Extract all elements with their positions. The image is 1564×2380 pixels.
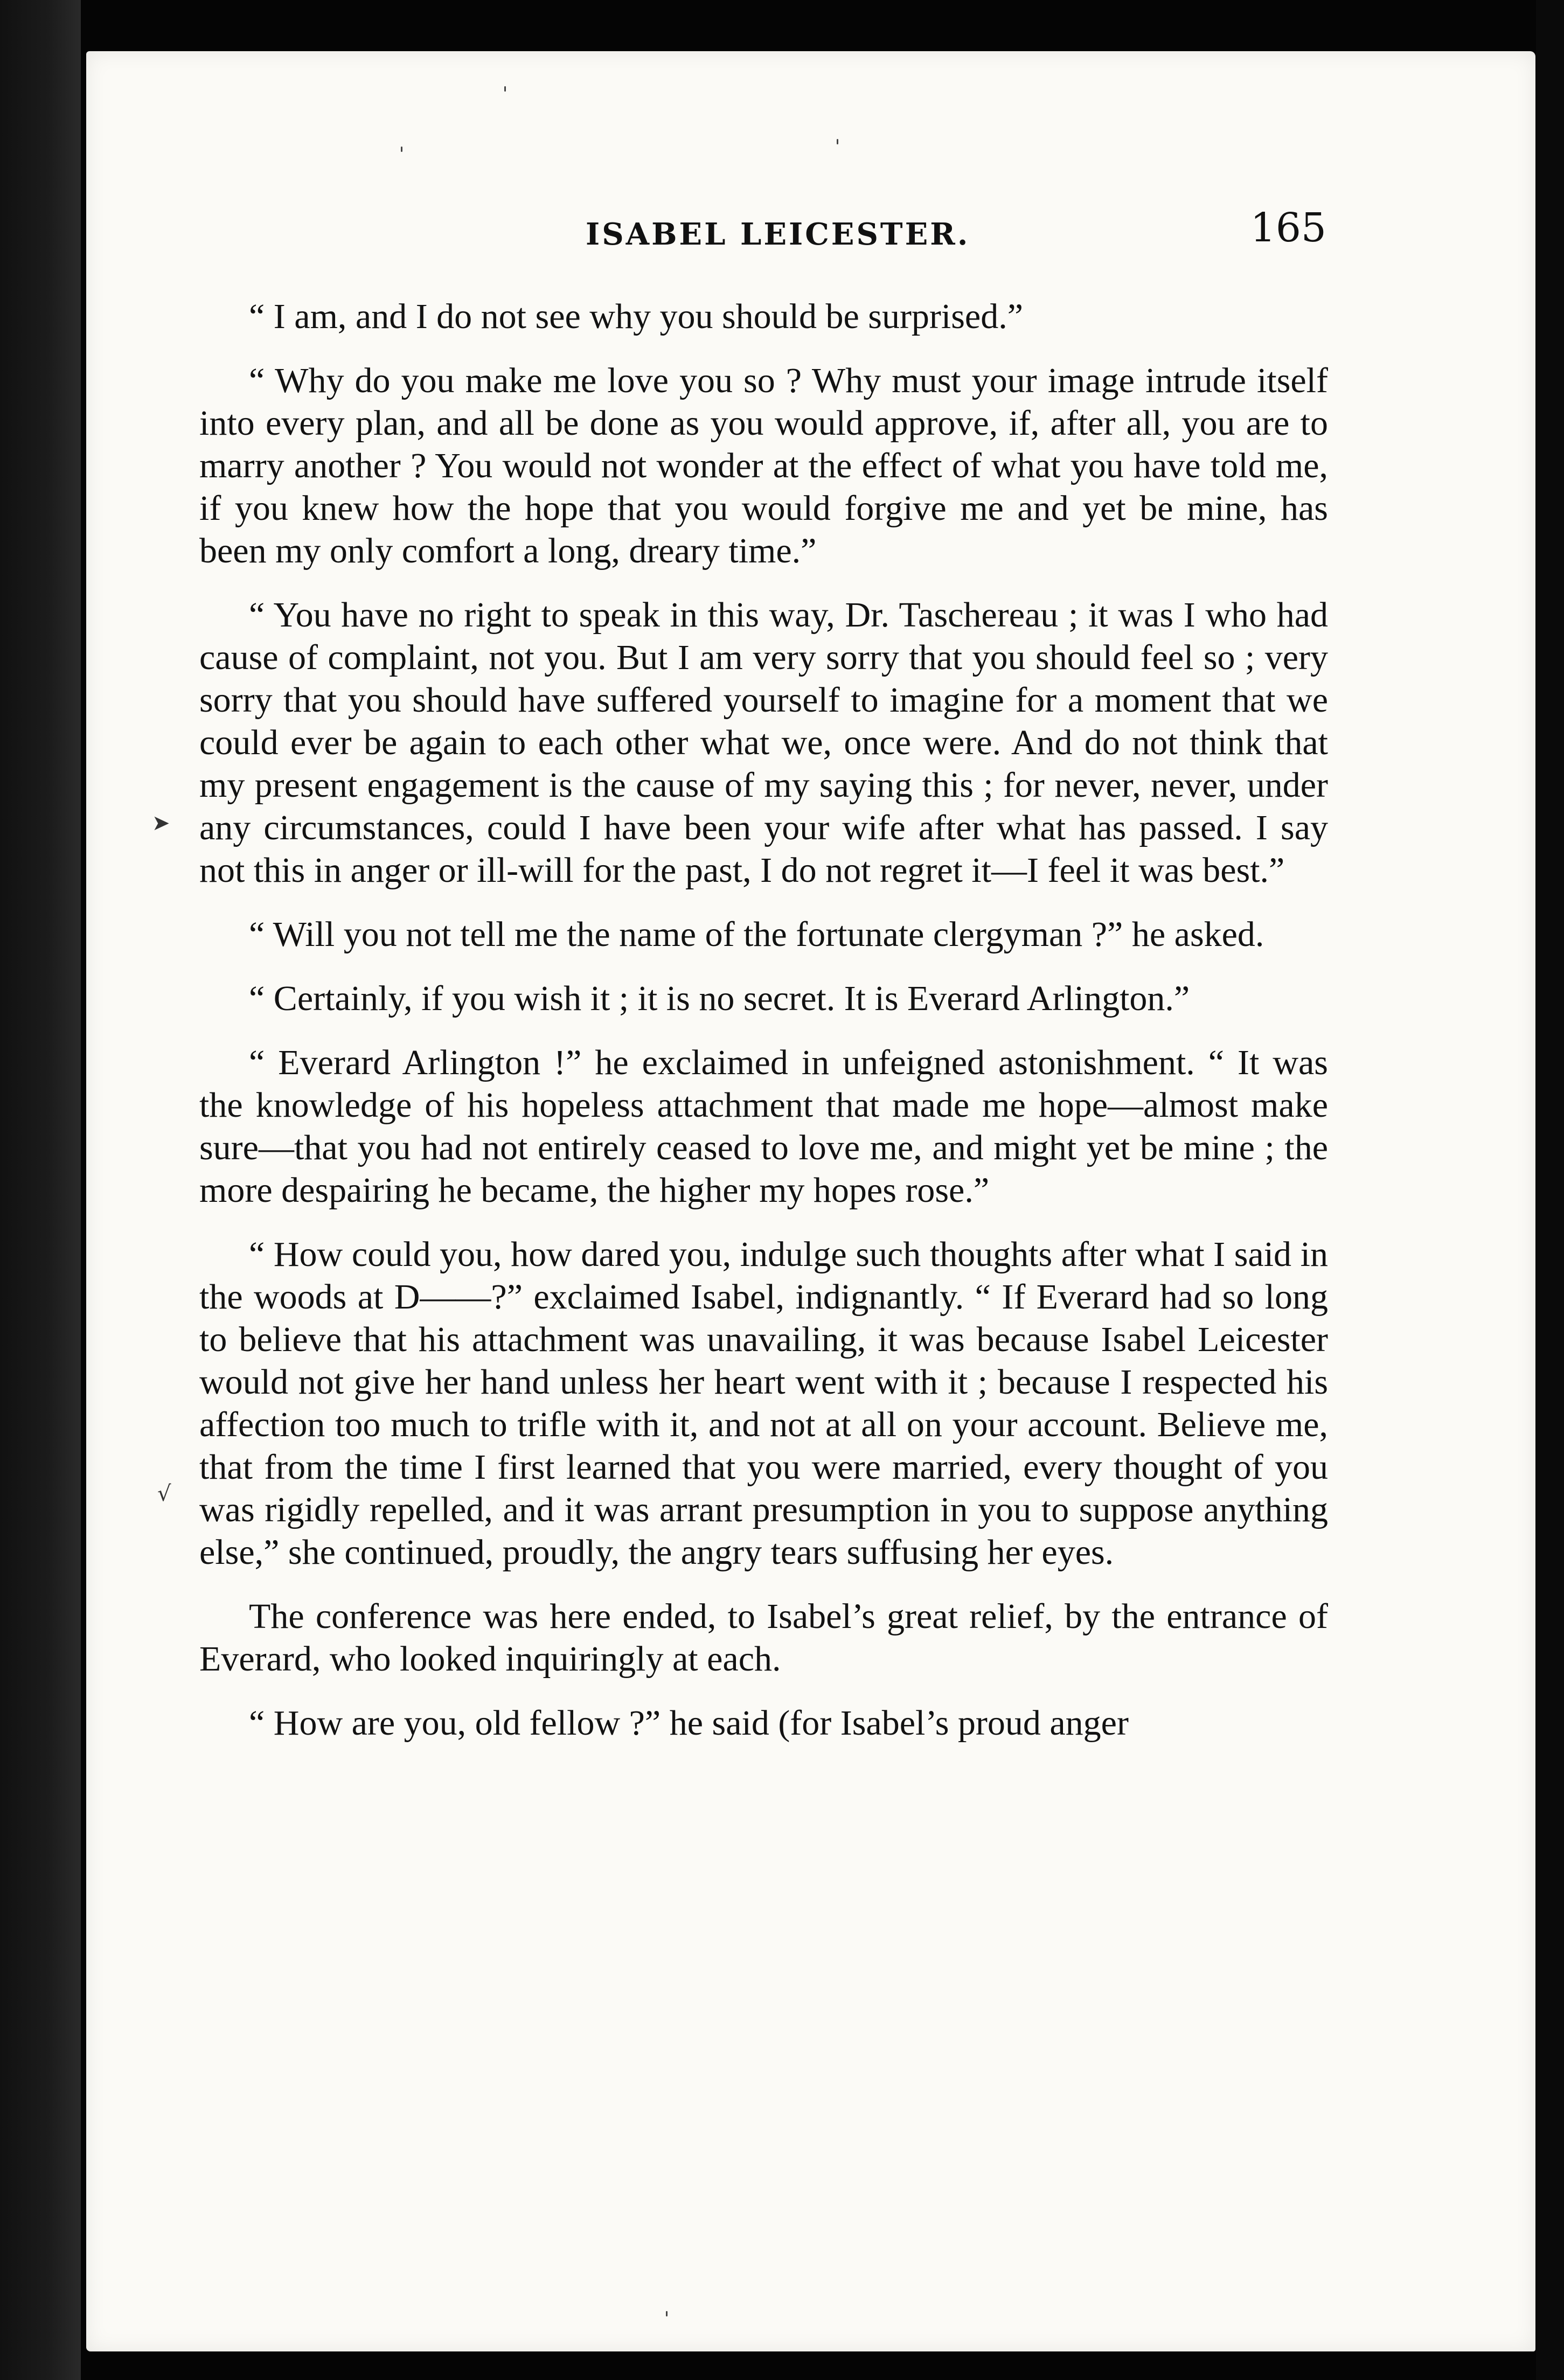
page-edge-shadow: [1536, 0, 1564, 2380]
paragraph: “ I am, and I do not see why you should be surprised.”: [249, 297, 1024, 336]
body-text: [199, 295, 1328, 1766]
paper-speckle: [837, 139, 838, 144]
margin-mark-tick: √: [157, 1481, 171, 1506]
paragraph: “ How could you, how dared you, indulge such thoughts after what I said in the woods at D——?” exclaimed Isabel, indignantly. “ If Everard had so long to believe that his attachment was unavailing, it was because Isabel Leicester would not give her hand unless her heart went with it ; because I respected his affection too much to trifle with it, and not at all on your account. Believe me, that from the time I first learned that you were married, every thought of you was rigidly repelled, and it was arrant presumption in you to suppose anything else,” she continued, proudly, the angry tears suffusing her eyes.: [199, 1235, 1328, 1572]
margin-mark-arrow: ➤: [152, 811, 170, 836]
paragraph: “ How are you, old fellow ?” he said (for Isabel’s proud anger: [249, 1703, 1129, 1743]
paragraph: “ Everard Arlington !” he exclaimed in unfeigned astonishment. “ It was the knowledge of his hopeless attachment that made me hope—almost make sure—that you had not entirely ceased to love me, and might yet be mine ; the more despairing he became, the higher my hopes rose.”: [199, 1043, 1328, 1210]
paragraph: “ Will you not tell me the name of the fortunate clergyman ?” he asked.: [249, 915, 1264, 954]
paper-speckle: [504, 86, 506, 92]
paragraph: “ You have no right to speak in this way, Dr. Taschereau ; it was I who had cause of complaint, not you. But I am very sorry that you should feel so ; very sorry that you should have suffered yourself to imagine for a moment that we could ever be again to each other what we, once were. And do not think that my present engagement is the cause of my saying this ; for never, never, under any circumstances, could I have been your wife after what has passed. I say not this in anger or ill-will for the past, I do not regret it—I feel it was best.”: [199, 595, 1328, 890]
paper-speckle: [401, 147, 402, 152]
book-spine-shadow: [0, 0, 81, 2380]
paper-speckle: [666, 2311, 668, 2316]
running-title: ISABEL LEICESTER.: [586, 217, 970, 252]
paragraph: The conference was here ended, to Isabel’s great relief, by the entrance of Everard, who looked inquiringly at each.: [199, 1597, 1328, 1679]
paragraph: “ Why do you make me love you so ? Why must your image intrude itself into every plan, and all be done as you would approve, if, after all, you are to marry another ? You would not wonder at the effect of what you have told me, if you knew how the hope that you would forgive me and yet be mine, has been my only comfort a long, dreary time.”: [199, 361, 1328, 570]
page-header: [200, 205, 1326, 269]
page-number: 165: [1250, 205, 1326, 251]
paragraph: “ Certainly, if you wish it ; it is no secret. It is Everard Arlington.”: [249, 979, 1190, 1018]
